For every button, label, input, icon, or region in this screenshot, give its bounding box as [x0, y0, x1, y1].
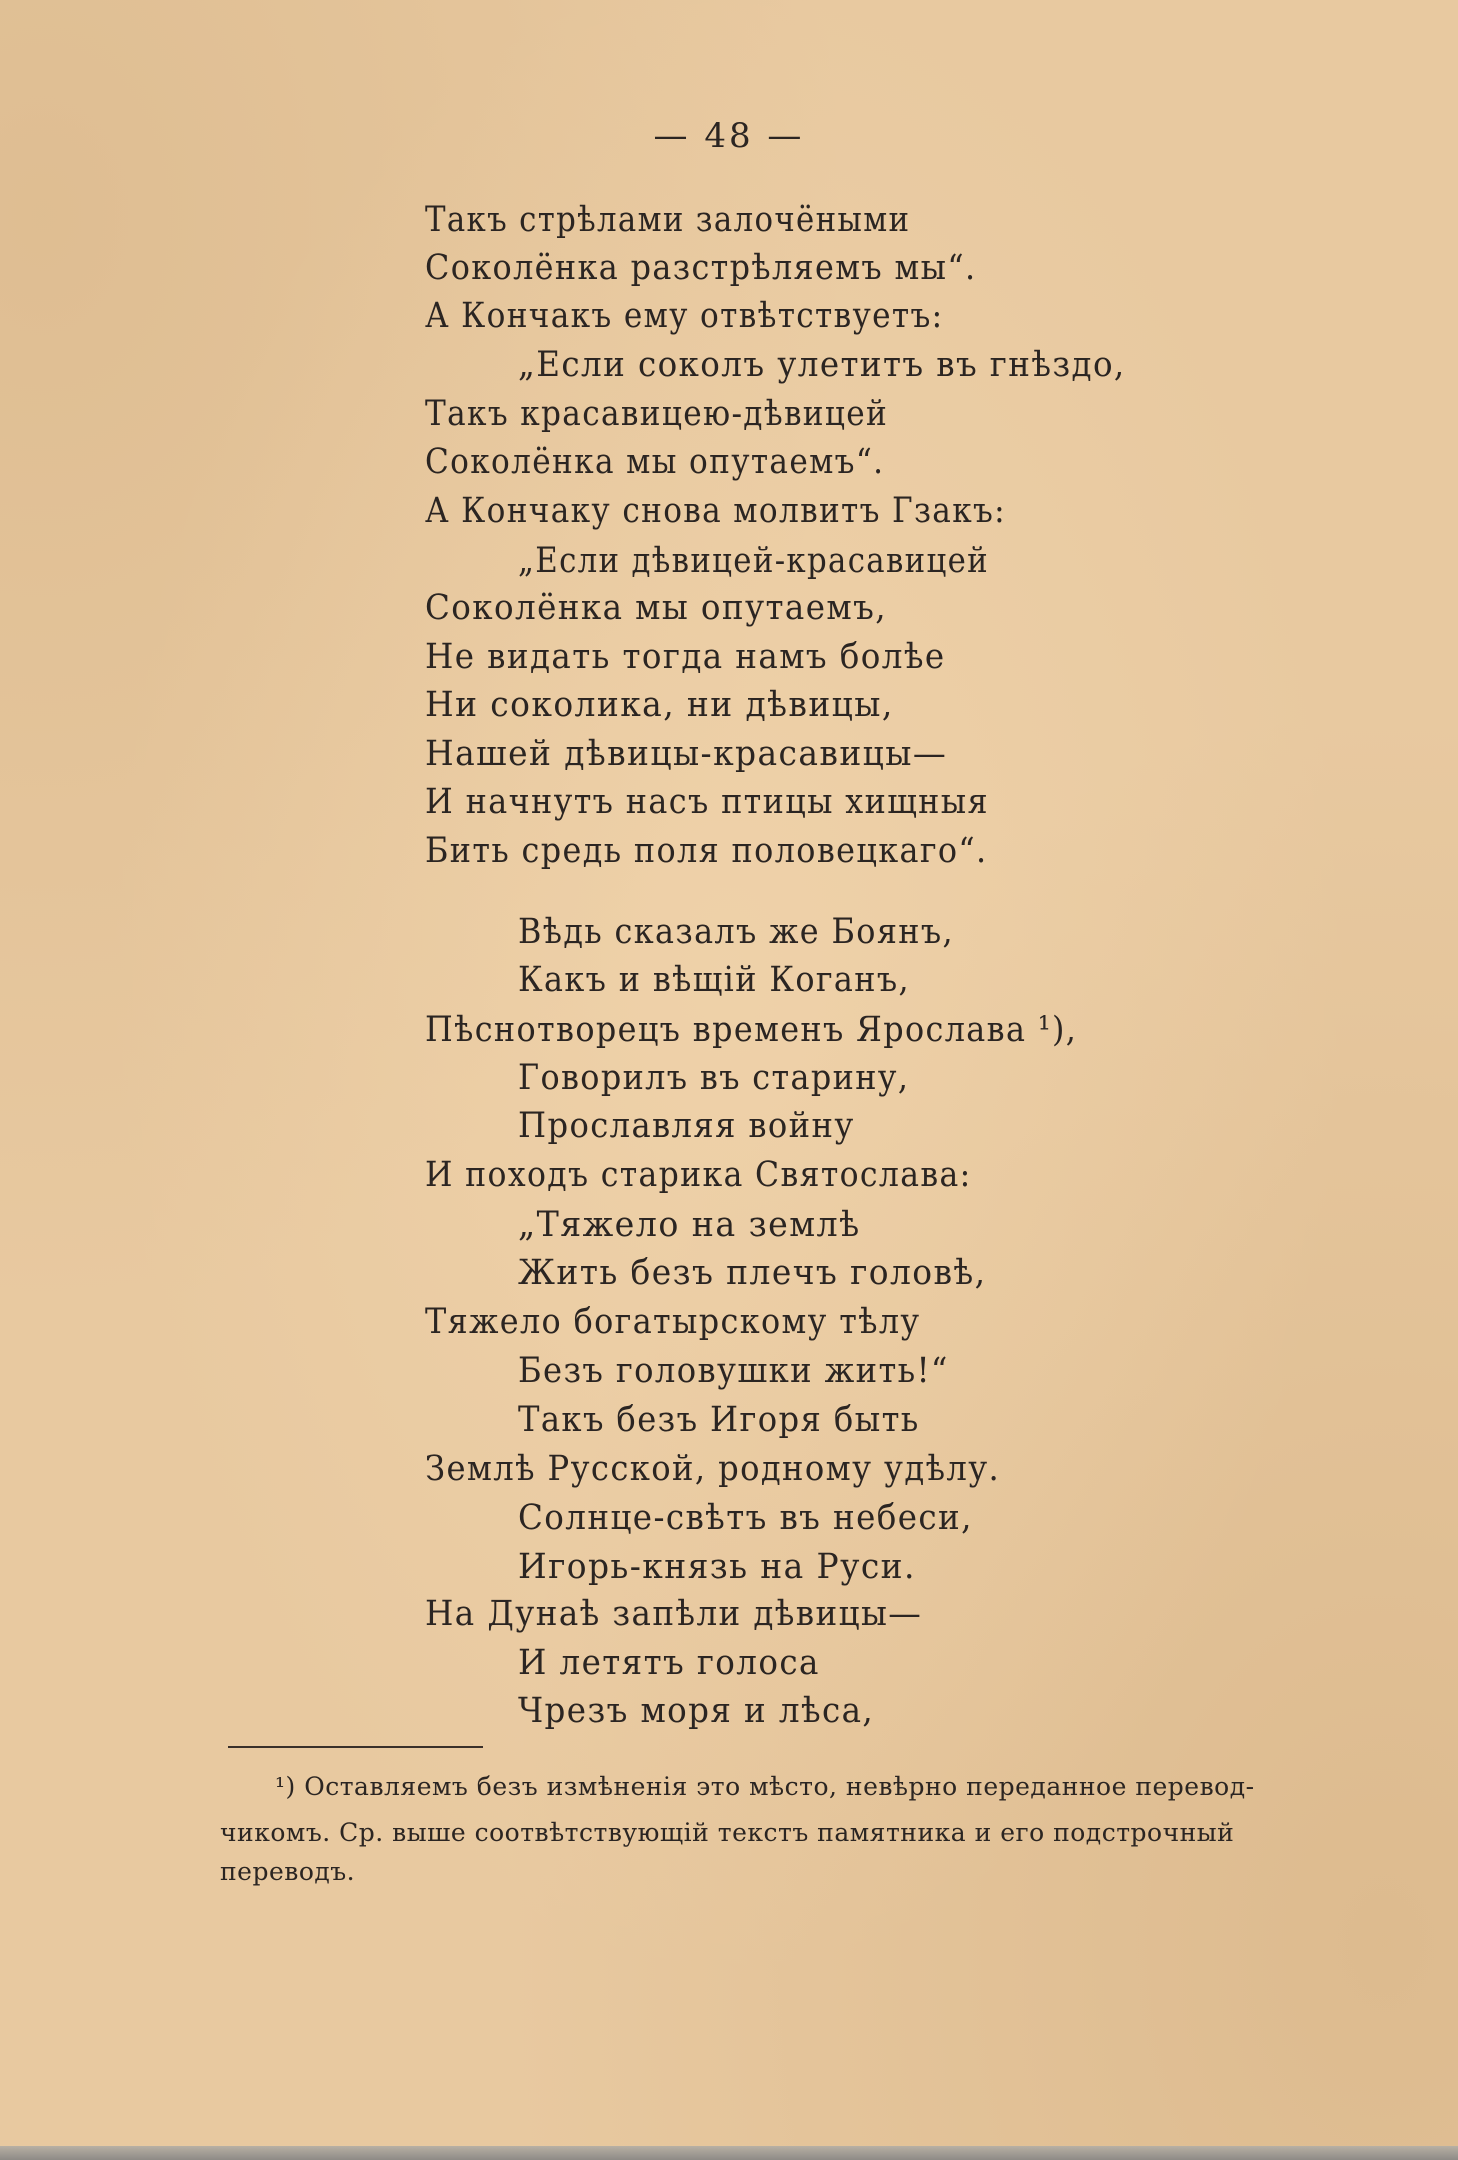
poem-line: „Если соколъ улетитъ въ гнѣздо, [518, 345, 1126, 385]
footnote-marker: ¹) [275, 1772, 296, 1801]
poem-line: Такъ стрѣлами залочёными [425, 200, 911, 240]
poem-line: Игорь-князь на Руси. [518, 1547, 916, 1587]
footnote-divider [228, 1746, 483, 1748]
footnote-line: чикомъ. Ср. выше соотвѣтствующій текстъ памятника и его подстрочный [220, 1818, 1235, 1847]
poem-line: Такъ безъ Игоря быть [518, 1400, 920, 1440]
poem-line: Жить безъ плечъ головѣ, [518, 1253, 987, 1293]
poem-line: Не видать тогда намъ болѣе [425, 637, 946, 677]
poem-line: Ни соколика, ни дѣвицы, [425, 685, 894, 725]
footnote-line: ¹) Оставляемъ безъ измѣненія это мѣсто, невѣрно переданное перевод- [275, 1772, 1255, 1801]
poem-line: Безъ головушки жить!“ [518, 1351, 949, 1391]
poem-line: Соколёнка разстрѣляемъ мы“. [425, 248, 977, 288]
poem-line: А Кончакъ ему отвѣтствуетъ: [425, 296, 944, 336]
poem-line: Землѣ Русской, родному удѣлу. [425, 1449, 1001, 1489]
poem-line: Соколёнка мы опутаемъ“. [425, 442, 885, 482]
poem-line: И начнутъ насъ птицы хищныя [425, 782, 989, 822]
poem-line: Прославляя войну [518, 1106, 855, 1146]
footnote-line: переводъ. [220, 1857, 356, 1886]
poem-line: Чрезъ моря и лѣса, [518, 1691, 875, 1731]
poem-line: „Если дѣвицей-красавицей [518, 541, 990, 581]
page-number: — 48 — [653, 116, 805, 156]
poem-line: Бить средь поля половецкаго“. [425, 831, 988, 871]
poem-line: Солнце-свѣтъ въ небеси, [518, 1498, 973, 1538]
poem-line: Такъ красавицею-дѣвицей [425, 394, 889, 434]
poem-line: Вѣдь сказалъ же Боянъ, [518, 912, 955, 952]
poem-line: На Дунаѣ запѣли дѣвицы— [425, 1594, 923, 1634]
poem-line: Нашей дѣвицы-красавицы— [425, 734, 948, 774]
poem-line: Соколёнка мы опутаемъ, [425, 588, 887, 628]
footnote-ref: ¹), [1037, 1010, 1078, 1050]
poem-line: А Кончаку снова молвитъ Гзакъ: [425, 491, 1007, 531]
poem-line: „Тяжело на землѣ [518, 1205, 861, 1245]
poem-line: Пѣснотворецъ временъ Ярослава ¹), [425, 1010, 1078, 1050]
poem-line: И походъ старика Святослава: [425, 1155, 972, 1195]
poem-line: Какъ и вѣщій Коганъ, [518, 960, 910, 1000]
poem-line: Говорилъ въ старину, [518, 1058, 910, 1098]
poem-line: И летятъ голоса [518, 1643, 820, 1683]
poem-line: Тяжело богатырскому тѣлу [425, 1302, 921, 1342]
